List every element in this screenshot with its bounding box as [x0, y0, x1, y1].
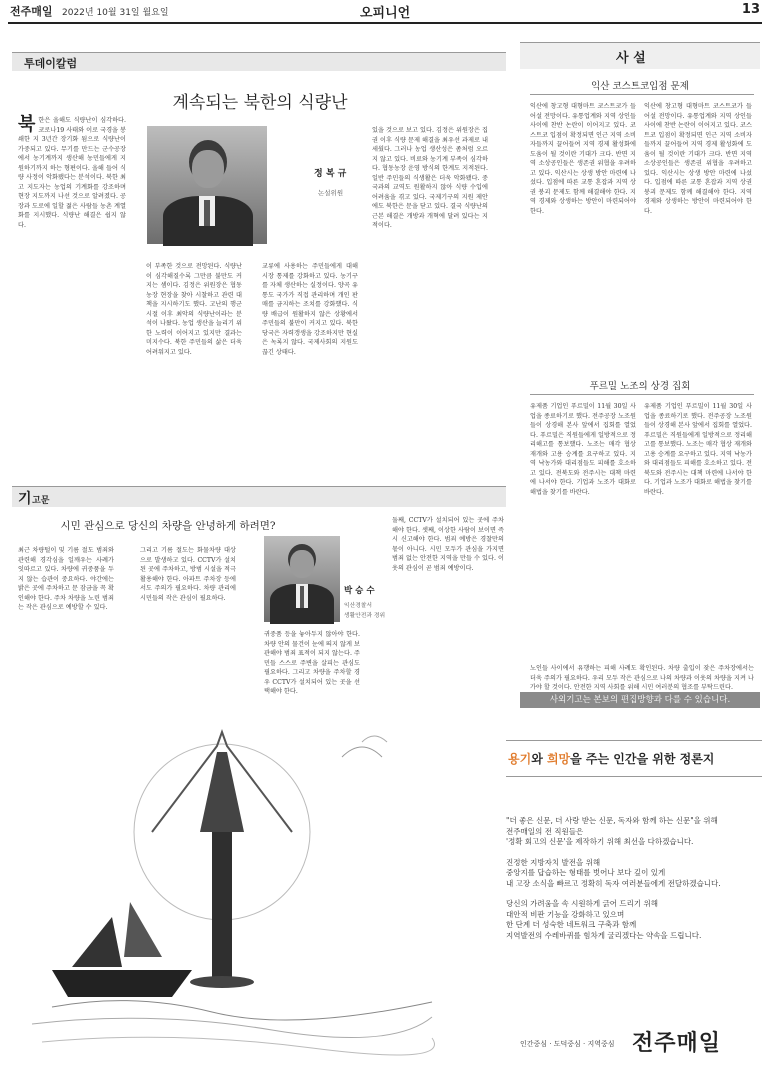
mission-line: '정확 회고의 신문'을 제작하기 위해 최선을 다하겠습니다. — [506, 837, 694, 846]
editorial-rule-1 — [530, 94, 754, 95]
columnist-role: 논설위원 — [318, 189, 344, 197]
lighthouse-boat-illustration — [12, 712, 432, 1082]
page-number: 13 — [741, 2, 760, 17]
today-column-title: 계속되는 북한의 식량난 — [172, 93, 348, 113]
columnist-photo — [147, 126, 267, 244]
mission-line: 중앙지를 답습하는 형태를 벗어나 보다 깊이 있게 — [506, 868, 666, 877]
contribution-title: 시민 관심으로 당신의 차량을 안녕하게 하려면? — [60, 520, 276, 532]
ad-slogan — [508, 750, 714, 767]
drop-cap: 북 — [18, 114, 36, 135]
section-title: 오피니언 — [360, 6, 411, 21]
editorial-title-1: 익산 코스트코입점 문제 — [591, 81, 689, 92]
contributor-role-1: 익산경찰서 — [344, 603, 372, 609]
columnist-name: 정 복 규 — [314, 169, 347, 179]
today-column-label: 투데이칼럼 — [24, 57, 78, 70]
mission-line: 당신의 가려움을 속 시원하게 긁어 드리기 위해 — [506, 899, 658, 908]
contributor-role-2: 생활안전과 경위 — [344, 613, 386, 619]
header-rule — [8, 22, 762, 24]
today-column-col1 — [18, 116, 126, 476]
today-column-col4: 있을 것으로 보고 있다. 김정은 위원장은 집권 이후 식량 문제 해결을 최우선 과제로 내세웠다. 그러나 농업 생산성은 좀처럼 오르지 않고 있다. 비료와 농기계 부족이 심각하다. 협동농장 운영 방식의 한계도 지적된다. 일반 주민들의 식생활은 더욱 악화됐다. 중국과의 교역도 원활하지 않아 식량 수입에 어려움을 겪고 있다. 국제기구의 지원 제안에도 북한은 문을 닫고 있다. 결국 식량난의 근본 해결은 개방과 개혁에 달려 있다는 지적이다. — [372, 127, 488, 229]
mission-line: 대안적 비판 기능을 강화하고 있으며 — [506, 909, 625, 919]
today-column-col3: 교류에 사용하는 주민들에게 대해 시장 통제를 강화하고 있다. 농기구를 자체 생산하는 실정이다. 양곡 유통도 국가가 직접 관리하며 개인 판매를 금지하는 조치를 강화했다. 식량 배급이 원활하지 않은 상황에서 주민들의 불만이 커지고 있다. 북한 당국은 자력갱생을 강조하지만 현실은 녹록지 않다. 국제사회의 지원도 끊긴 상태다. — [262, 263, 358, 356]
contribution-label-small: 고문 — [32, 496, 50, 506]
contribution-label-big: 기 — [18, 491, 32, 507]
mission-line: 지역발전의 수레바퀴를 힘차게 굴리겠다는 약속을 드립니다. — [506, 930, 702, 940]
mission-line: 내 고장 소식을 빠르고 정확히 독자 여러분들에게 전달하겠습니다. — [506, 878, 721, 888]
page-header — [0, 0, 770, 22]
ad-mission-text — [506, 816, 756, 941]
contributor-photo — [264, 536, 340, 622]
today-column-bar — [12, 52, 506, 71]
ad-slogan-rule — [506, 740, 762, 741]
contribution-col1: 최근 차량털이 및 기름 절도 범죄와 관련해 경각심을 일깨우는 사례가 잇따르고 있다. 차량에 귀중품을 두지 않는 습관이 중요하다. 야간에는 밝은 곳에 주차하고 문 잠금을 꼭 확인해야 한다. 주차 차량을 노린 범죄는 작은 관심으로 예방할 수 있다. — [18, 547, 114, 611]
mission-line: "더 좋은 신문, 더 사랑 받는 신문, 독자와 함께 하는 신문"을 위해 — [506, 816, 718, 825]
ad-block — [12, 712, 762, 1084]
editorial-body-1a: 익산에 창고형 대형마트 코스트코가 들어설 전망이다. 유통업계와 지역 상인들 사이에 찬반 논란이 이어지고 있다. 코스트코 입점이 확정되면 인근 지역 소비자들까지 끌어들여 지역 경제 활성화에 도움이 될 것이란 기대가 크다. 반면 지역 소상공인들은 생존권 위협을 우려하고 있다. 익산시는 상생 방안 마련에 나섰다. 입점에 따른 교통 혼잡과 지역 상권 붕괴 문제도 함께 해결해야 한다. 지역 경제와 상생하는 방안이 마련되어야 한다. — [530, 103, 636, 215]
editorial-title-2: 푸르밀 노조의 상경 집회 — [589, 381, 691, 392]
ad-logo: 전주매일 — [632, 1031, 722, 1056]
editorial-body-1b: 익산에 창고형 대형마트 코스트코가 들어설 전망이다. 유통업계와 지역 상인들 사이에 찬반 논란이 이어지고 있다. 코스트코 입점이 확정되면 인근 지역 소비자들까지 끌어들여 지역 경제 활성화에 도움이 될 것이란 기대가 크다. 반면 지역 소상공인들은 생존권 위협을 우려하고 있다. 익산시는 상생 방안 마련에 나섰다. 입점에 따른 교통 혼잡과 지역 상권 붕괴 문제도 함께 해결해야 한다. 지역 경제와 상생하는 방안이 마련되어야 한다. — [644, 103, 752, 215]
column-text: 한은 올해도 식량난이 심각하다. 코로나19 사태와 이로 국경을 봉쇄한 지 3년간 장기화 됨으로 식량난이 가중되고 있다. 무기를 만드는 군수공장에서 농기계까지 생산해 농민들에게 지원하기까지 하는 형편이다. 올해 들어 식량 사정이 악화됐다는 분석이다. 북한 최고 지도자는 농업의 기계화를 강조하며 현장 지도까지 나선 것으로 알려졌다. 공장과 도로에 일할 젊은 사람들 농촌 계열화를 지시했다. 식량난 해결은 쉽지 않다. — [18, 117, 126, 229]
editorial-bar — [520, 42, 760, 69]
ad-slogan-rule-bottom — [506, 776, 762, 777]
mission-gap — [506, 848, 756, 858]
notice-bar: 사외기고는 본보의 편집방향과 다를 수 있습니다. — [520, 692, 760, 708]
mission-gap — [506, 889, 756, 899]
mission-line: 한 단계 더 성숙한 네트워크 구축과 함께 — [506, 920, 637, 929]
slogan-post: 을 주는 인간을 위한 정론지 — [570, 752, 715, 766]
slogan-word-hope: 희망 — [546, 752, 571, 766]
mission-line: 진정한 지방자치 발전을 위해 — [506, 857, 601, 867]
contributor-name: 박 승 수 — [344, 586, 375, 596]
contribution-col3: 귀중품 등을 놓아두지 않아야 한다. 차량 안의 물건이 눈에 띄지 않게 보관해야 범죄 표적이 되지 않는다. 주민들 스스로 주변을 살피는 관심도 필요하다. 그리고 차량을 주차할 경우 CCTV가 설치되어 있는 곳을 선택해야 한다. — [264, 631, 360, 695]
ad-tagline: 인간중심 · 도덕중심 · 지역중심 — [520, 1040, 615, 1048]
editorial-label: 사 설 — [616, 51, 646, 66]
mission-line: 전주매일의 전 직원들은 — [506, 826, 584, 836]
contribution-col5: 노인들 사이에서 유행하는 피해 사례도 확인된다. 차량 출입이 잦은 주차장에서는 더욱 주의가 필요하다. 우리 모두 작은 관심으로 나의 차량과 이웃의 차량을 지켜 나가야 할 것이다. 안전한 지역 사회를 위해 시민 여러분의 협조를 부탁드린다. — [530, 665, 754, 691]
contribution-bar — [12, 486, 506, 507]
slogan-mid: 와 — [531, 752, 547, 766]
issue-date: 2022년 10월 31일 월요일 — [62, 8, 169, 18]
contribution-col2: 그리고 기름 절도는 화물차량 대상으로 발생하고 있다. CCTV가 설치된 곳에 주차하고, 방범 시설을 적극 활용해야 한다. 아파트 주차장 등에서도 주의가 필요하다. 차량 관리에 시민들의 작은 관심이 필요하다. — [140, 547, 236, 602]
today-column-col2: 이 부족한 것으로 전망된다. 식량난이 심각해질수록 그만큼 불만도 커지는 셈이다. 김정은 위원장은 협동농장 현장을 찾아 시찰하고 관련 대책을 지시하기도 했다. 고난의 행군 시절 이후 최악의 식량난이라는 분석이 나왔다. 농업 생산을 늘리기 위한 노력이 이어지고 있지만 결과는 미지수다. 북한 주민들의 삶은 더욱 어려워지고 있다. — [146, 263, 242, 356]
slogan-word-courage: 용기 — [508, 752, 532, 766]
editorial-body-2a: 유제품 기업인 푸르밀이 11월 30일 사업을 종료하기로 했다. 전주공장 노조원들이 상경해 본사 앞에서 집회를 열었다. 푸르밀은 직원들에게 일방적으로 정리해고를 통보했다. 노조는 매각 협상 재개와 고용 승계를 요구하고 있다. 지역 낙농가와 대리점들도 피해를 호소하고 있다. 전북도와 전주시는 대책 마련에 나서야 한다. 기업과 노조가 대화로 해법을 찾기를 바란다. — [530, 403, 636, 496]
editorial-body-2b: 유제품 기업인 푸르밀이 11월 30일 사업을 종료하기로 했다. 전주공장 노조원들이 상경해 본사 앞에서 집회를 열었다. 푸르밀은 직원들에게 일방적으로 정리해고를 통보했다. 노조는 매각 협상 재개와 고용 승계를 요구하고 있다. 지역 낙농가와 대리점들도 피해를 호소하고 있다. 전북도와 전주시는 대책 마련에 나서야 한다. 기업과 노조가 대화로 해법을 찾기를 바란다. — [644, 403, 752, 496]
contribution-col4: 둘째, CCTV가 설치되어 있는 곳에 주차해야 한다. 셋째, 이상한 사람이 보이면 즉시 신고해야 한다. 범죄 예방은 경찰만의 몫이 아니다. 시민 모두가 관심을 가지면 범죄 없는 안전한 지역을 만들 수 있다. 이웃의 관심이 곧 범죄 예방이다. — [392, 517, 504, 572]
paper-name: 전주매일 — [10, 5, 53, 18]
editorial-rule-2 — [530, 394, 754, 395]
